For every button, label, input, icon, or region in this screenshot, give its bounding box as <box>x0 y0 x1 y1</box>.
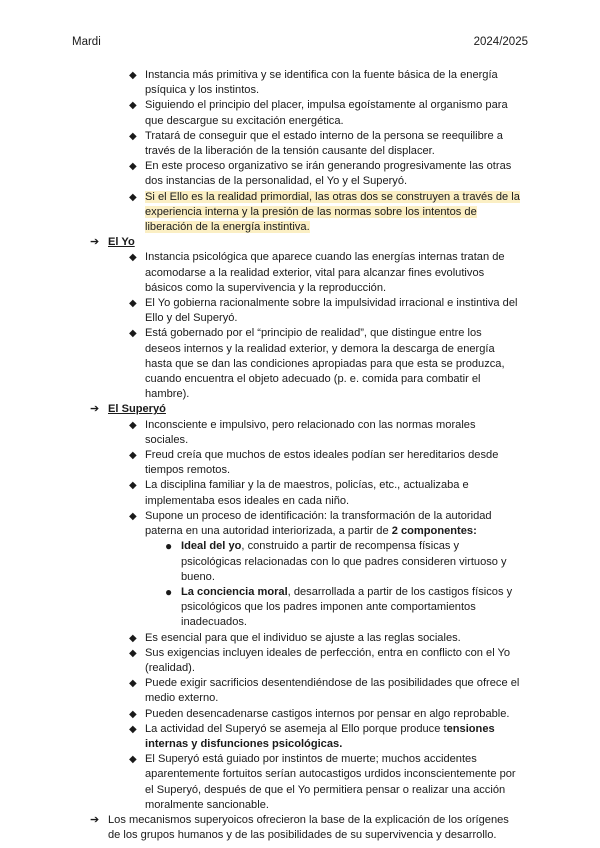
diamond-bullet-icon: ◆ <box>129 328 137 340</box>
diamond-bullet-icon: ◆ <box>129 480 137 492</box>
list-item: ◆ La actividad del Superyó se asemeja al Ello porque produce tensiones internas y disfunciones psicológicas. <box>129 722 495 750</box>
diamond-bullet-icon: ◆ <box>129 70 137 81</box>
diamond-bullet-icon: ◆ <box>129 450 137 462</box>
diamond-bullet-icon: ◆ <box>129 510 137 522</box>
diamond-bullet-icon: ◆ <box>129 191 137 203</box>
diamond-bullet-icon: ◆ <box>129 130 137 142</box>
arrow-bullet-icon: ➔ <box>90 403 100 416</box>
diamond-bullet-icon: ◆ <box>129 632 137 644</box>
highlighted-list-item: ◆ Si el Ello es la realidad primordial, las otras dos se construyen a través de la experiencia interna y la presión de las normas sobre los intentos de liberación de la energía instintiva. <box>129 190 520 234</box>
list-item: ◆ Puede exigir sacrificios desentendiéndose de las posibilidades que ofrece el medio externo. <box>129 677 520 705</box>
closing-paragraph: ➔ Los mecanismos superyoicos ofrecieron la base de la explicación de los orígenes de los grupos humanos y de las posibilidades de su supervivencia y desarrollo. <box>90 813 509 842</box>
diamond-bullet-icon: ◆ <box>129 708 137 720</box>
list-item: ◆ En este proceso organizativo se irán generando progresivamente las otras dos instancias de la personalidad, el Yo y el Superyó. <box>129 160 512 188</box>
diamond-bullet-icon: ◆ <box>129 754 137 766</box>
list-item: ◆ Instancia psicológica que aparece cuando las energías internas tratan de acomodarse a la realidad exterior, vital para alcanzar fines evolutivos básicos como la supervivencia y la reproducción. <box>129 251 505 294</box>
diamond-bullet-icon: ◆ <box>129 161 137 173</box>
header-year: 2024/2025 <box>473 36 528 48</box>
list-item: ◆ Tratará de conseguir que el estado interno de la persona se reequilibre a través de la liberación de la tensión causante del displacer. <box>129 129 503 158</box>
arrow-bullet-icon: ➔ <box>90 813 100 826</box>
page-header <box>72 36 528 52</box>
list-item: ◆ La disciplina familiar y la de maestros, policías, etc., actualizaba e implementaba esos ideales en cada niño. <box>129 479 469 507</box>
sub-list-item: ● Ideal del yo, construido a partir de recompensa físicas y psicológicas relacionadas con lo que padres consideren virtuoso y bueno. <box>165 539 507 583</box>
diamond-bullet-icon: ◆ <box>129 298 137 310</box>
list-item: ◆ Freud creía que muchos de estos ideales podían ser hereditarios desde tiempos remotos. <box>129 449 499 477</box>
list-item: ◆ Supone un proceso de identificación: la transformación de la autoridad paterna en una autoridad interiorizada, a partir de 2 componentes: <box>129 509 492 538</box>
list-item: ◆ Es esencial para que el individuo se ajuste a las reglas sociales. <box>0 631 600 646</box>
list-item: ◆ Sus exigencias incluyen ideales de perfección, entra en conflicto con el Yo (realidad). <box>129 646 511 674</box>
diamond-bullet-icon: ◆ <box>129 647 137 659</box>
diamond-bullet-icon: ◆ <box>129 252 137 264</box>
list-item: ◆ Siguiendo el principio del placer, impulsa egoístamente al organismo para que descargue su excitación energética. <box>129 99 508 127</box>
header-author: Mardi <box>72 36 101 48</box>
list-item: ◆ Inconsciente e impulsivo, pero relacionado con las normas morales sociales. <box>129 418 476 446</box>
arrow-bullet-icon: ➔ <box>90 236 100 249</box>
list-item: ◆ Pueden desencadenarse castigos internos por pensar en algo reprobable. <box>0 707 600 722</box>
section-heading-superyo: ➔ El Superyó <box>0 402 600 417</box>
diamond-bullet-icon: ◆ <box>129 723 137 735</box>
diamond-bullet-icon: ◆ <box>129 678 137 690</box>
document-body <box>0 68 600 843</box>
list-item: ◆ Está gobernado por el “principio de realidad”, que distingue entre los deseos internos y la realidad exterior, y demora la descarga de energía hasta que se dan las condiciones apropiadas para que esta se produzca, cuando encuentra el objeto adecuado (p. e. comida para combatir el hambre). <box>129 327 505 401</box>
sub-list-item: ● La conciencia moral, desarrollada a partir de los castigos físicos y psicológicos que los padres imponen ante comportamientos inadecuados. <box>165 584 513 629</box>
list-item: ◆ El Yo gobierna racionalmente sobre la impulsividad irracional e instintiva del Ello y del Superyó. <box>129 297 518 325</box>
dot-bullet-icon: ● <box>165 539 173 554</box>
diamond-bullet-icon: ◆ <box>129 419 137 431</box>
dot-bullet-icon: ● <box>165 584 173 599</box>
diamond-bullet-icon: ◆ <box>129 100 137 112</box>
section-heading-yo: ➔ El Yo <box>0 235 600 250</box>
list-item: ◆ Instancia más primitiva y se identifica con la fuente básica de la energía psíquica y los instintos. <box>129 69 498 97</box>
list-item: ◆ El Superyó está guiado por instintos de muerte; muchos accidentes aparentemente fortuitos serían autocastigos urdidos inconscientemente por el Superyó, después de que el Yo permitiera pensar o realizar una acción moralmente sancionable. <box>129 753 516 811</box>
